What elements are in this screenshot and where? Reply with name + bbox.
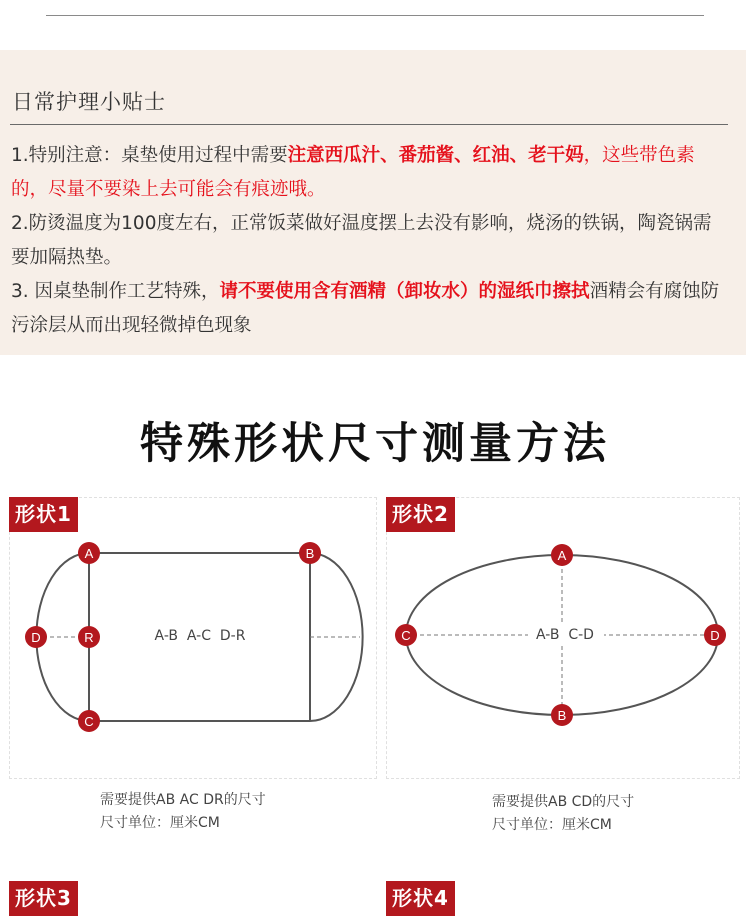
shape-1-diagram xyxy=(10,498,376,778)
shape-2-point-b xyxy=(551,704,573,726)
shape-3-label: 形状3 xyxy=(9,881,78,916)
tip-3-text: 3. 因桌垫制作工艺特殊， xyxy=(11,281,220,302)
shape-2-note-unit: 尺寸单位：厘米CM xyxy=(492,817,612,833)
shape-1-note-unit: 尺寸单位：厘米CM xyxy=(100,815,220,831)
tip-3-tail: 酒精会有腐蚀防污涂层从而出现轻微掉色现象 xyxy=(11,281,720,336)
shape-1-point-b xyxy=(299,542,321,564)
care-tips-body xyxy=(11,139,723,343)
shape-1-point-b-label: B xyxy=(305,546,315,561)
shape-2-point-d-label: D xyxy=(710,628,720,643)
tip-1-text: 1.特别注意：桌垫使用过程中需要 xyxy=(11,145,288,166)
shape-1-note-size: 需要提供AB AC DR的尺寸 xyxy=(100,792,266,808)
shape-1-point-d xyxy=(25,626,47,648)
shape-1-label: 形状1 xyxy=(9,497,78,532)
top-divider xyxy=(46,15,704,16)
tip-1-warning-tail: ，这些带色素的，尽量不要染上去可能会有痕迹哦。 xyxy=(11,145,695,200)
tip-item-3 xyxy=(11,275,723,343)
shape-1-point-a-label: A xyxy=(84,546,94,561)
tip-3-warning: 请不要使用含有酒精（卸妆水）的湿纸巾擦拭 xyxy=(219,281,590,302)
shape-2-note-size: 需要提供AB CD的尺寸 xyxy=(492,794,635,810)
shape-2-measure-label: A-B C-D xyxy=(536,627,594,643)
measurement-section-title: 特殊形状尺寸测量方法 xyxy=(140,419,610,469)
shape-1-notes xyxy=(100,789,266,835)
shape-1-point-c xyxy=(78,710,100,732)
shape-1-point-a xyxy=(78,542,100,564)
care-tips-section xyxy=(0,50,746,355)
shape-1-point-c-label: C xyxy=(84,714,94,729)
care-tips-title: 日常护理小贴士 xyxy=(12,90,166,114)
shape-4-label: 形状4 xyxy=(386,881,455,916)
shape-2-point-d xyxy=(704,624,726,646)
shape-1-measure-label: A-B A-C D-R xyxy=(154,628,246,644)
shape-2-point-b-label: B xyxy=(557,708,567,723)
shape-2-point-a xyxy=(551,544,573,566)
shape-1-point-r-label: R xyxy=(84,630,94,645)
shape-2-point-c-label: C xyxy=(401,628,411,643)
shape-1-point-d-label: D xyxy=(31,630,41,645)
tip-item-1 xyxy=(11,139,723,207)
shape-2-label: 形状2 xyxy=(386,497,455,532)
shape-2-diagram xyxy=(387,498,739,778)
shape-1-panel xyxy=(9,497,377,779)
tip-item-2: 2.防烫温度为100度左右，正常饭菜做好温度摆上去没有影响，烧汤的铁锅，陶瓷锅需要加隔热垫。 xyxy=(11,213,712,268)
shape-1-point-r xyxy=(78,626,100,648)
care-tips-divider xyxy=(10,124,728,125)
shape-2-point-c xyxy=(395,624,417,646)
shape-2-panel xyxy=(386,497,740,779)
tip-1-warning: 注意西瓜汁、番茄酱、红油、老干妈 xyxy=(287,145,584,166)
shape-2-notes xyxy=(492,791,634,837)
shape-2-point-a-label: A xyxy=(557,548,567,563)
